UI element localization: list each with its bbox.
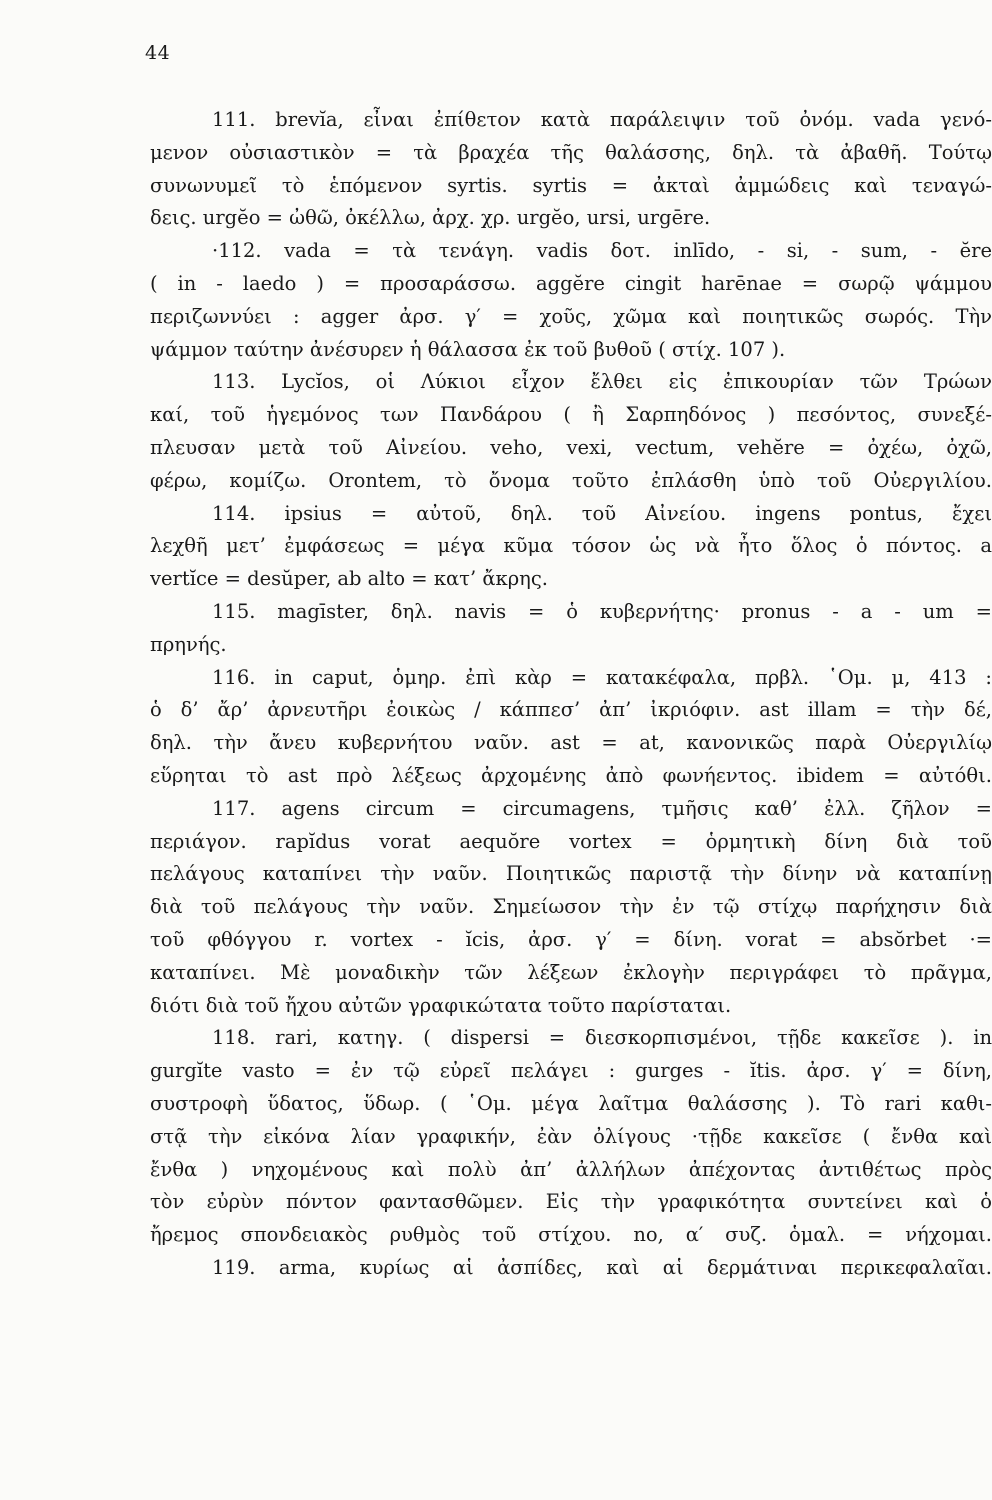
text-line-content: πλευσαν μετὰ τοῦ Αἰνείου. veho, vexi, vectum, vehĕre = ὀχέω, ὀχῶ, [150,435,992,459]
text-line [150,760,992,793]
commentary-body [150,104,992,1285]
text-line-content: διὰ τοῦ πελάγους τὴν ναῦν. Σημείωσον τὴν ἐν τῷ στίχῳ παρήχησιν διὰ [150,895,992,919]
text-line-content: 119. arma, κυρίως αἱ ἀσπίδες, καὶ αἱ δερμάτιναι περικεφαλαῖαι. [212,1255,992,1279]
text-line [150,1219,992,1252]
text-line-content: ἔνθα ) νηχομένους καὶ πολὺ ἀπ’ ἀλλήλων ἀπέχοντας ἀντιθέτως πρὸς [150,1157,992,1181]
text-line-content: περιζωννύει : agger ἀρσ. γ′ = χοῦς, χῶμα καὶ ποιητικῶς σωρός. Τὴν [150,304,992,328]
text-line [150,104,992,137]
text-line [150,694,992,727]
text-line [150,432,992,465]
text-line [150,858,992,891]
text-line [150,334,992,367]
text-line [150,301,992,334]
text-line-content: gurgĭte vasto = ἐν τῷ εὐρεῖ πελάγει : gurges - ĭtis. ἀρσ. γ′ = δίνη, [150,1059,992,1083]
text-line-content: τοῦ φθόγγου r. vortex - ĭcis, ἀρσ. γ′ = δίνη. vorat = absŏrbet ·= [150,927,992,951]
text-line [150,202,992,235]
text-line [150,1186,992,1219]
text-line [150,629,992,662]
page-number: 44 [145,42,171,64]
text-line [150,268,992,301]
text-line-content: περιάγον. rapĭdus vorat aequŏre vortex = ὁρμητικὴ δίνη διὰ τοῦ [150,829,992,853]
text-line [150,1252,992,1285]
text-line [150,891,992,924]
text-line-content: διότι διὰ τοῦ ἤχου αὐτῶν γραφικώτατα τοῦτο παρίσταται. [150,993,732,1017]
text-line [150,793,992,826]
text-line [150,137,992,170]
text-line-content: καταπίνει. Μὲ μοναδικὴν τῶν λέξεων ἐκλογὴν περιγράφει τὸ πρᾶγμα, [150,960,992,984]
text-line [150,1154,992,1187]
text-line [150,990,992,1023]
text-line-content: ψάμμον ταύτην ἀνέσυρεν ἡ θάλασσα ἐκ τοῦ βυθοῦ ( στίχ. 107 ). [150,337,786,361]
text-line-content: καί, τοῦ ἡγεμόνος των Πανδάρου ( ἢ Σαρπηδόνος ) πεσόντος, συνεξέ- [150,403,992,427]
text-line [150,366,992,399]
text-line [150,170,992,203]
text-line-content: συστροφὴ ὕδατος, ὕδωρ. ( ῾Ομ. μέγα λαῖτμα θαλάσσης ). Τὸ rari καθι- [150,1091,992,1115]
text-line [150,662,992,695]
text-line-content: πρηνής. [150,632,227,656]
text-line-content: ὁ δ’ ἄρ’ ἀρνευτῆρι ἐοικὼς / κάππεσ’ ἀπ’ ἰκριόφιν. ast illam = τὴν δέ, [150,698,992,722]
text-line-content: 116. in caput, ὁμηρ. ἐπὶ κὰρ = κατακέφαλα, πρβλ. ῾Ομ. μ, 413 : [212,665,992,689]
text-line-content: στᾷ τὴν εἰκόνα λίαν γραφικήν, ἐὰν ὀλίγους ·τῇδε κακεῖσε ( ἔνθα καὶ [150,1124,992,1148]
text-line [150,1088,992,1121]
text-line [150,596,992,629]
text-line-content: φέρω, κομίζω. Orontem, τὸ ὄνομα τοῦτο ἐπλάσθη ὑπὸ τοῦ Οὐεργιλίου. [150,468,992,492]
text-line-content: μενον οὐσιαστικὸν = τὰ βραχέα τῆς θαλάσσης, δηλ. τὰ ἀβαθῆ. Τούτῳ [150,140,992,164]
text-line-content: 114. ipsius = αὐτοῦ, δηλ. τοῦ Αἰνείου. ingens pontus, ἔχει [212,501,992,525]
text-line-content: ·112. vada = τὰ τενάγη. vadis δοτ. inlīdo, - si, - sum, - ĕre [212,239,992,263]
text-line-content: τὸν εὐρὺν πόντον φαντασθῶμεν. Εἰς τὴν γραφικότητα συντείνει καὶ ὁ [150,1190,992,1214]
text-line-content: 111. brevĭa, εἶναι ἐπίθετον κατὰ παράλειψιν τοῦ ὀνόμ. vada γενό- [212,108,992,131]
text-line-content: vertĭce = desŭper, ab alto = κατ’ ἄκρης. [150,567,548,591]
text-line-content: 118. rari, κατηγ. ( dispersi = διεσκορπισμένοι, τῇδε κακεῖσε ). in [212,1026,992,1050]
text-line-content: λεχθῆ μετ’ ἐμφάσεως = μέγα κῦμα τόσον ὡς νὰ ἦτο ὅλος ὁ πόντος. a [150,534,992,558]
text-line [150,924,992,957]
text-line-content: δεις. urgĕo = ὠθῶ, ὀκέλλω, ἀρχ. χρ. urgĕo, ursi, urgēre. [150,206,711,230]
text-line [150,465,992,498]
text-line-content: πελάγους καταπίνει τὴν ναῦν. Ποιητικῶς παριστᾷ τὴν δίνην νὰ καταπίνῃ [150,862,992,886]
text-line [150,235,992,268]
text-line-content: συνωνυμεῖ τὸ ἑπόμενον syrtis. syrtis = ἀκταὶ ἀμμώδεις καὶ τεναγώ- [150,173,992,197]
text-line [150,498,992,531]
text-line [150,1022,992,1055]
text-line [150,1055,992,1088]
text-line [150,530,992,563]
text-line [150,727,992,760]
text-line [150,826,992,859]
text-line-content: δηλ. τὴν ἄνευ κυβερνήτου ναῦν. ast = at, κανονικῶς παρὰ Οὐεργιλίῳ [150,731,992,755]
text-line [150,399,992,432]
text-line-content: 113. Lycĭos, οἱ Λύκιοι εἶχον ἔλθει εἰς ἐπικουρίαν τῶν Τρώων [212,370,992,394]
text-line [150,563,992,596]
text-line [150,957,992,990]
text-line [150,1121,992,1154]
text-line-content: 117. agens circum = circumagens, τμῆσις καθ’ ἐλλ. ζῆλον = [212,796,992,820]
text-line-content: εὕρηται τὸ ast πρὸ λέξεως ἀρχομένης ἀπὸ φωνήεντος. ibidem = αὐτόθι. [150,763,992,787]
text-line-content: ἤρεμος σπονδειακὸς ρυθμὸς τοῦ στίχου. no, α′ συζ. ὁμαλ. = νήχομαι. [150,1223,992,1247]
text-line-content: ( in - laedo ) = προσαράσσω. aggĕre cingit harēnae = σωρῷ ψάμμου [150,271,992,295]
text-line-content: 115. magīster, δηλ. navis = ὁ κυβερνήτης· pronus - a - um = [212,599,992,623]
